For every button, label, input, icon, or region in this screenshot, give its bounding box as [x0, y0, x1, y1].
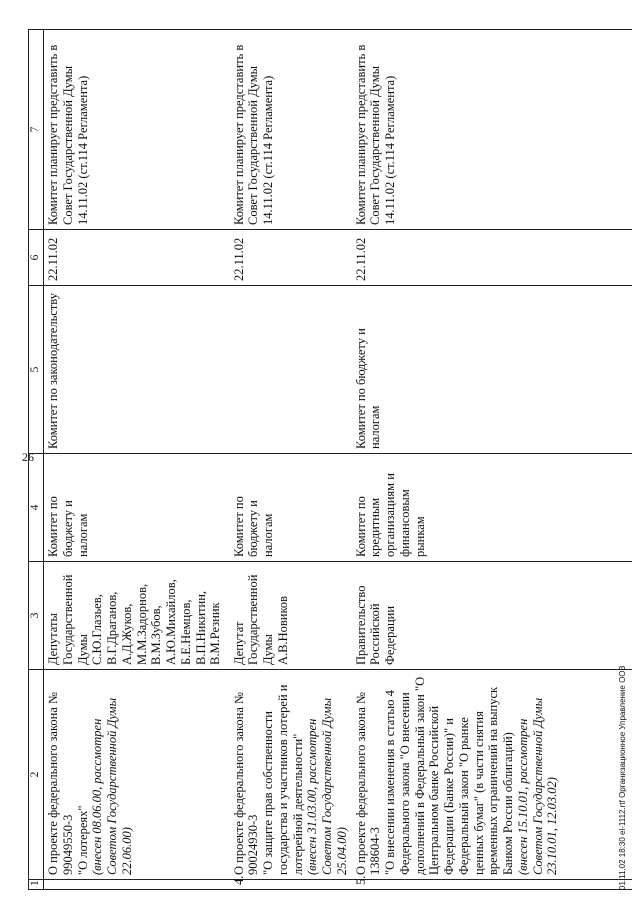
note-cell: Комитет планирует представить в Совет Государственной Думы 14.11.02 (ст.114 Регламента): [230, 30, 352, 230]
note-cell: Комитет планирует представить в Совет Государственной Думы 14.11.02 (ст.114 Регламента): [352, 30, 632, 230]
footer-text: 01.11.02 18:30 el-1112.rtf Организационное Управление ООЗ: [618, 665, 627, 890]
header-col-1: 1: [29, 880, 44, 890]
bill-cell: [352, 670, 632, 880]
rotated-table-container: [28, 30, 638, 890]
header-col-5: 5: [29, 286, 44, 454]
bill-cell: [230, 670, 352, 880]
page-number: 26: [22, 450, 34, 464]
bill-title: О проекте федерального закона № 90024930-3: [231, 692, 261, 875]
date-cell: 22.11.02: [44, 230, 230, 286]
header-col-6: 6: [29, 230, 44, 286]
row-number: 4.: [230, 880, 352, 890]
row-number: [44, 880, 230, 890]
bill-note: (внесен 31.03.00, рассмотрен Советом Государственной Думы 25.04.00): [305, 697, 349, 875]
bill-note: (внесен 15.10.01, рассмотрен Советом Государственной Думы 23.10.01, 12.03.02): [515, 697, 560, 875]
note-cell: Комитет планирует представить в Совет Государственной Думы 14.11.02 (ст.114 Регламента): [44, 30, 230, 230]
header-col-7: 7: [29, 30, 44, 230]
bill-subject: "О внесении изменения в статью 4 Федерального закона "О внесении дополнений в Федеральный закон "О Центральном банке Российской Федерации (Банке России)" и Федеральный закон "О рынке ценных бумаг" (в части снятия временных ограничений на выпуск Банком России облигаций): [383, 676, 515, 875]
bill-title: О проекте федерального закона № 99049550-3: [46, 692, 75, 875]
row-number: 5.: [352, 880, 632, 890]
bill-cell: [44, 670, 230, 880]
coexecutor-cell: Комитет по бюджету и налогам: [352, 286, 632, 454]
header-row: [29, 30, 44, 890]
table-row: [352, 30, 632, 890]
coexecutor-cell: Комитет по законодательству: [44, 286, 230, 454]
bill-subject: "О лотереях": [75, 805, 90, 875]
table-row: [44, 30, 230, 890]
bill-subject: "О защите прав собственности государства и участников лотерей и лотерейной деятельности": [261, 684, 305, 875]
bill-title: О проекте федерального закона № 138604-3: [353, 692, 383, 875]
committee-cell: Комитет по бюджету и налогам: [230, 454, 352, 562]
table-row: [230, 30, 352, 890]
committee-cell: Комитет по бюджету и налогам: [44, 454, 230, 562]
coexecutor-cell: [230, 286, 352, 454]
date-cell: 22.11.02: [352, 230, 632, 286]
author-cell: Правительство Российской Федерации: [352, 562, 632, 670]
date-cell: 22.11.02: [230, 230, 352, 286]
header-col-2: 2: [29, 670, 44, 880]
agenda-table: [28, 29, 632, 890]
header-col-4: 4: [29, 454, 44, 562]
committee-cell: Комитет по кредитным организациям и финансовым рынкам: [352, 454, 632, 562]
author-cell: Депутат Государственной Думы А.В.Новиков: [230, 562, 352, 670]
bill-note: (внесен 08.06.00, рассмотрен Советом Государственной Думы 22.06.00): [90, 697, 134, 875]
header-col-3: 3: [29, 562, 44, 670]
author-cell: Депутаты Государственной Думы С.Ю.Глазьев, В.Г.Драганов, А.Д.Жуков, М.М.Задорнов, В.М.Зубов, А.Ю.Михайлов, Б.Е.Немцов, В.П.Никитин, В.М.Резник: [44, 562, 230, 670]
